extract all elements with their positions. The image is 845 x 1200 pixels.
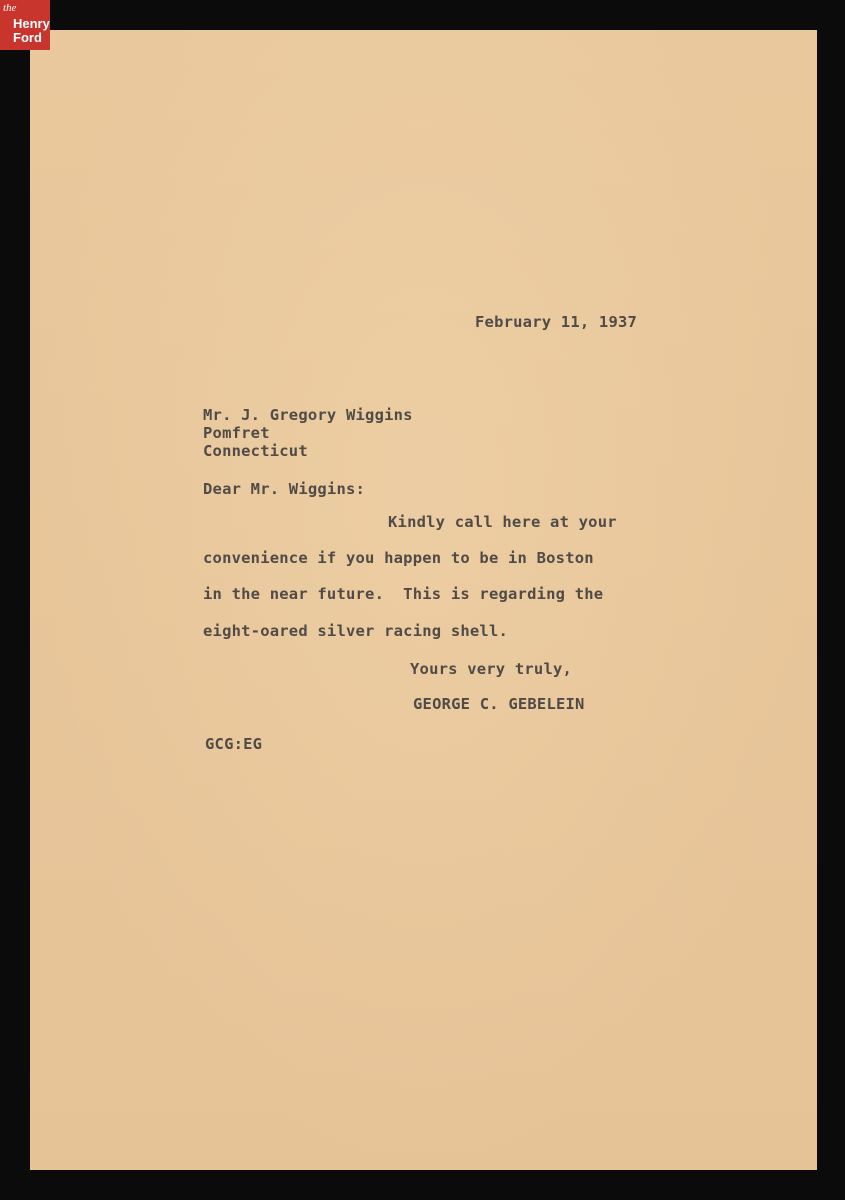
logo-the: the	[3, 2, 17, 14]
recipient-state: Connecticut	[203, 442, 308, 460]
typist-initials: GCG:EG	[205, 735, 263, 753]
recipient-city: Pomfret	[203, 424, 270, 442]
letter-date: February 11, 1937	[475, 313, 638, 331]
body-line-3: in the near future. This is regarding the	[203, 585, 604, 603]
signature-name: GEORGE C. GEBELEIN	[413, 695, 585, 713]
letter-page	[30, 30, 817, 1170]
salutation: Dear Mr. Wiggins:	[203, 480, 366, 498]
body-line-4: eight-oared silver racing shell.	[203, 622, 509, 640]
body-line-1: Kindly call here at your	[388, 513, 617, 531]
logo-ford: Ford	[13, 30, 42, 45]
recipient-name: Mr. J. Gregory Wiggins	[203, 406, 413, 424]
logo-henry: Henry	[13, 16, 50, 31]
closing: Yours very truly,	[410, 660, 573, 678]
body-line-2: convenience if you happen to be in Boston	[203, 549, 594, 567]
henry-ford-logo	[0, 0, 50, 50]
